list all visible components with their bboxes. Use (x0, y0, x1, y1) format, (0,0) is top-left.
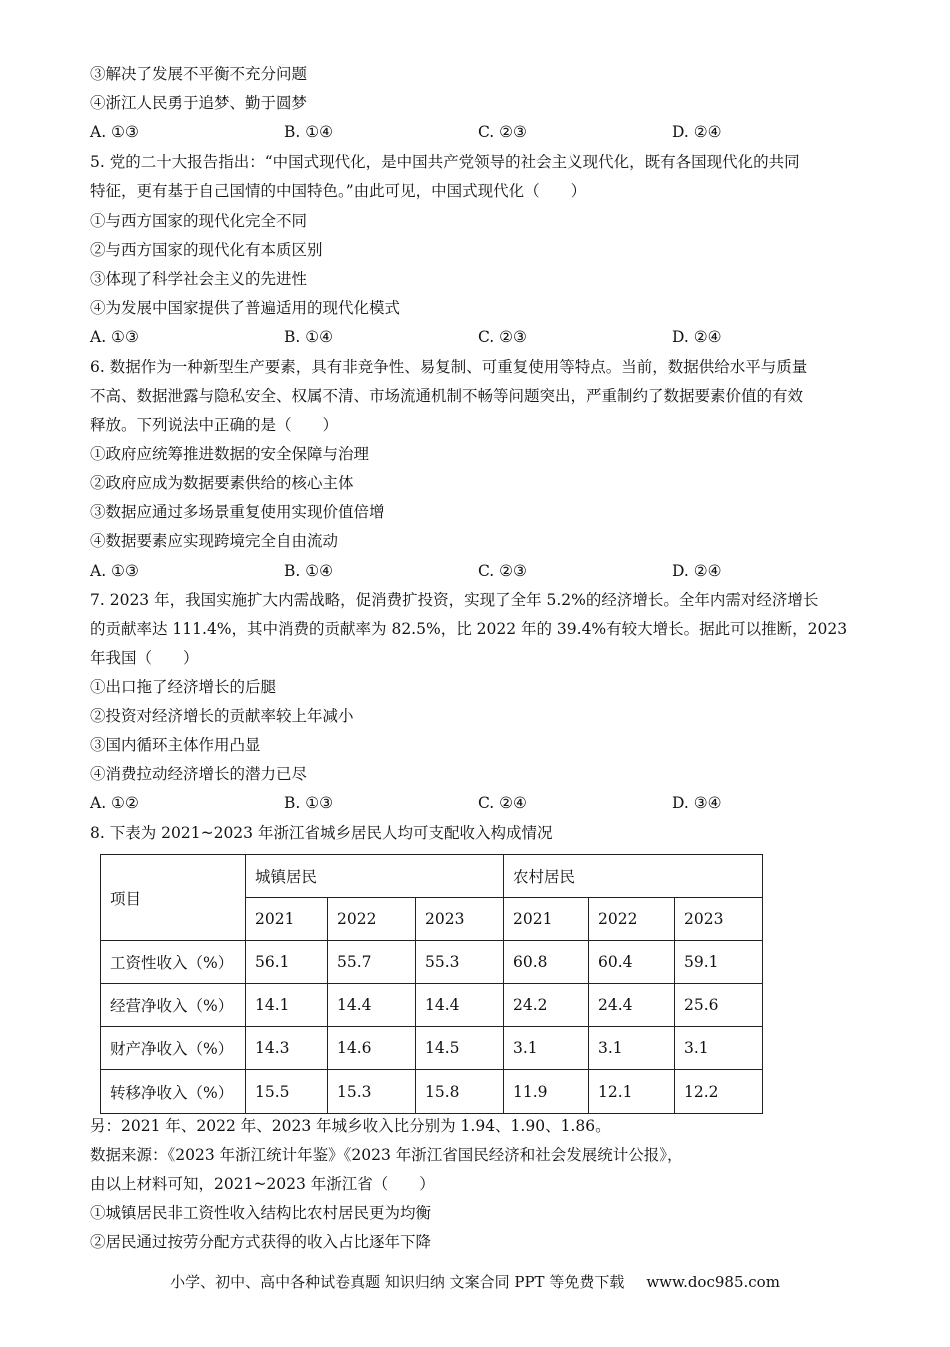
q4-option-a: A. ①③ (90, 123, 139, 141)
q6-item-4: ④数据要素应实现跨境完全自由流动 (90, 532, 339, 550)
q5-option-d: D. ②④ (672, 328, 722, 346)
table-cell: 55.7 (328, 941, 416, 984)
table-row-label: 财产净收入（%） (101, 1027, 246, 1070)
table-cell: 56.1 (246, 941, 328, 984)
q8-question: 由以上材料可知，2021~2023 年浙江省（ ） (90, 1175, 435, 1193)
q7-stem-line-3: 年我国（ ） (90, 649, 199, 667)
q6-option-a: A. ①③ (90, 562, 139, 580)
q6-stem-line-2: 不高、数据泄露与隐私安全、权属不清、市场流通机制不畅等问题突出，严重制约了数据要素价值的有效 (90, 387, 804, 405)
q6-option-d: D. ②④ (672, 562, 722, 580)
table-cell: 11.9 (504, 1070, 589, 1114)
table-cell: 12.2 (675, 1070, 763, 1114)
q7-item-3: ③国内循环主体作用凸显 (90, 736, 261, 754)
q7-option-d: D. ③④ (672, 794, 722, 812)
table-cell: 12.1 (589, 1070, 675, 1114)
income-table (100, 854, 763, 1114)
table-row (101, 1070, 763, 1114)
table-cell: 14.3 (246, 1027, 328, 1070)
q7-stem-line-1: 7. 2023 年，我国实施扩大内需战略，促消费扩投资，实现了全年 5.2%的经济增长。全年内需对经济增长 (90, 591, 819, 609)
q8-item-1: ①城镇居民非工资性收入结构比农村居民更为均衡 (90, 1204, 432, 1222)
q5-option-c: C. ②③ (478, 328, 527, 346)
table-cell: 15.3 (328, 1070, 416, 1114)
table-cell: 24.4 (589, 984, 675, 1027)
table-cell: 14.5 (416, 1027, 504, 1070)
q7-stem-line-2: 的贡献率达 111.4%，其中消费的贡献率为 82.5%，比 2022 年的 39.4%有较大增长。据此可以推断，2023 (90, 620, 848, 638)
table-cell: 15.8 (416, 1070, 504, 1114)
table-cell: 15.5 (246, 1070, 328, 1114)
table-group-rural: 农村居民 (504, 855, 763, 898)
q5-item-2: ②与西方国家的现代化有本质区别 (90, 241, 323, 259)
table-group-urban: 城镇居民 (246, 855, 504, 898)
table-cell: 14.1 (246, 984, 328, 1027)
table-row (101, 1027, 763, 1070)
q5-item-3: ③体现了科学社会主义的先进性 (90, 270, 308, 288)
table-year-cell: 2021 (246, 898, 328, 941)
q6-stem-line-3: 释放。下列说法中正确的是（ ） (90, 416, 339, 434)
table-cell: 3.1 (675, 1027, 763, 1070)
table-cell: 14.6 (328, 1027, 416, 1070)
table-row-label: 转移净收入（%） (101, 1070, 246, 1114)
table-row (101, 941, 763, 984)
q7-option-c: C. ②④ (478, 794, 527, 812)
table-row-label: 经营净收入（%） (101, 984, 246, 1027)
footer-text: 小学、初中、高中各种试卷真题 知识归纳 文案合同 PPT 等免费下载 (170, 1273, 625, 1291)
table-row-label: 工资性收入（%） (101, 941, 246, 984)
table-cell: 59.1 (675, 941, 763, 984)
table-cell: 3.1 (589, 1027, 675, 1070)
q8-item-2: ②居民通过按劳分配方式获得的收入占比逐年下降 (90, 1233, 432, 1251)
table-year-cell: 2023 (416, 898, 504, 941)
q7-item-4: ④消费拉动经济增长的潜力已尽 (90, 765, 308, 783)
table-year-cell: 2021 (504, 898, 589, 941)
q8-note-source: 数据来源：《2023 年浙江统计年鉴》《2023 年浙江省国民经济和社会发展统计公报》， (90, 1146, 683, 1164)
q7-item-1: ①出口拖了经济增长的后腿 (90, 678, 277, 696)
table-corner-cell: 项目 (101, 855, 246, 941)
table-year-cell: 2023 (675, 898, 763, 941)
table-cell: 3.1 (504, 1027, 589, 1070)
q5-item-4: ④为发展中国家提供了普遍适用的现代化模式 (90, 299, 401, 317)
q4-item-3: ③解决了发展不平衡不充分问题 (90, 65, 308, 83)
table-cell: 60.8 (504, 941, 589, 984)
q6-item-3: ③数据应通过多场景重复使用实现价值倍增 (90, 503, 385, 521)
table-year-cell: 2022 (328, 898, 416, 941)
table-header-row (101, 855, 763, 898)
q5-option-b: B. ①④ (284, 328, 334, 346)
q7-option-b: B. ①③ (284, 794, 334, 812)
footer-url-link[interactable]: www.doc985.com (646, 1273, 780, 1291)
q4-option-d: D. ②④ (672, 123, 722, 141)
table-cell: 25.6 (675, 984, 763, 1027)
table-cell: 60.4 (589, 941, 675, 984)
table-year-cell: 2022 (589, 898, 675, 941)
table-cell: 24.2 (504, 984, 589, 1027)
q6-option-b: B. ①④ (284, 562, 334, 580)
q6-stem-line-1: 6. 数据作为一种新型生产要素，具有非竞争性、易复制、可重复使用等特点。当前，数据供给水平与质量 (90, 358, 808, 376)
q5-stem-line-2: 特征，更有基于自己国情的中国特色。”由此可见，中国式现代化（ ） (90, 182, 587, 200)
q6-option-c: C. ②③ (478, 562, 527, 580)
page-footer (0, 1271, 950, 1292)
q4-item-4: ④浙江人民勇于追梦、勤于圆梦 (90, 94, 308, 112)
q6-item-2: ②政府应成为数据要素供给的核心主体 (90, 474, 354, 492)
q5-option-a: A. ①③ (90, 328, 139, 346)
table-cell: 14.4 (416, 984, 504, 1027)
q6-item-1: ①政府应统筹推进数据的安全保障与治理 (90, 445, 370, 463)
table-row (101, 984, 763, 1027)
q4-option-b: B. ①④ (284, 123, 334, 141)
q8-note-ratio: 另：2021 年、2022 年、2023 年城乡收入比分别为 1.94、1.90、1.86。 (90, 1117, 611, 1135)
q7-item-2: ②投资对经济增长的贡献率较上年减小 (90, 707, 354, 725)
q4-option-c: C. ②③ (478, 123, 527, 141)
q7-option-a: A. ①② (90, 794, 139, 812)
table-cell: 55.3 (416, 941, 504, 984)
q5-stem-line-1: 5. 党的二十大报告指出：“中国式现代化，是中国共产党领导的社会主义现代化，既有各国现代化的共同 (90, 153, 800, 171)
q8-stem: 8. 下表为 2021~2023 年浙江省城乡居民人均可支配收入构成情况 (90, 824, 553, 842)
table-cell: 14.4 (328, 984, 416, 1027)
q5-item-1: ①与西方国家的现代化完全不同 (90, 212, 308, 230)
